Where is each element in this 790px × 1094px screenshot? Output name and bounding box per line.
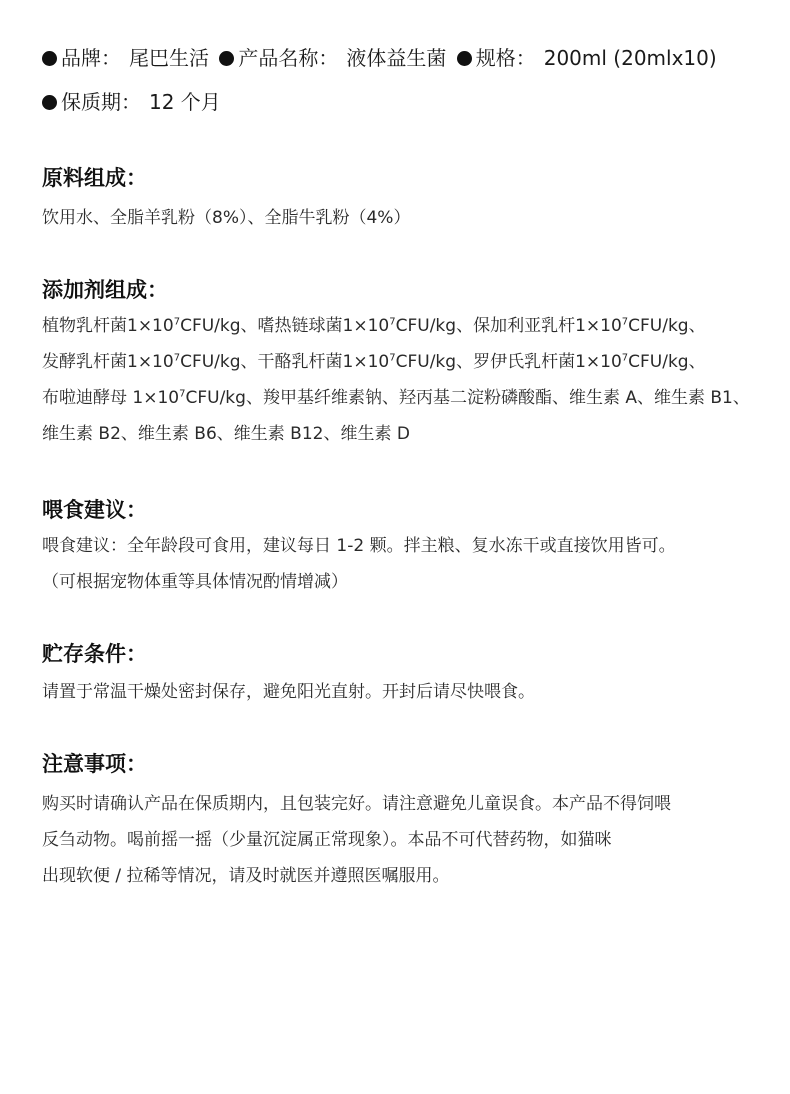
additives-line <box>42 380 762 416</box>
exponent: 7 <box>621 316 629 328</box>
feeding-title: 喂食建议： <box>42 498 147 522</box>
exponent: 7 <box>173 316 181 328</box>
additives-text: 植物乳杆菌1×10 <box>42 316 174 336</box>
additives-text: 发酵乳杆菌1×10 <box>42 352 174 372</box>
notes-text: 反刍动物。喝前摇一摇（少量沉淀属正常现象）。本品不可代替药物，如猫咪 <box>42 830 612 850</box>
additives-title: 添加剂组成： <box>42 278 168 302</box>
additives-text: CFU/kg、羧甲基纤维素钠、羟丙基二淀粉磷酸酯、维生素 A、维生素 B1、 <box>185 388 750 408</box>
additives-text: CFU/kg、 <box>628 352 706 372</box>
bullet-icon <box>42 51 57 66</box>
additives-text: CFU/kg、干酪乳杆菌1×10 <box>180 352 390 372</box>
materials-section <box>42 164 762 236</box>
feeding-text: 喂食建议：全年龄段可食用，建议每日 1-2 颗。拌主粮、复水冻干或直接饮用皆可。 <box>42 536 676 556</box>
product-name-label: 产品名称： <box>238 46 339 70</box>
exponent: 7 <box>389 316 396 328</box>
additives-text: CFU/kg、 <box>628 316 706 336</box>
brand-value: 尾巴生活 <box>129 46 209 70</box>
additives-section <box>42 276 762 452</box>
bullet-icon <box>457 51 472 66</box>
brand-label: 品牌： <box>61 46 121 70</box>
additives-line: 维生素 B2、维生素 B6、维生素 B12、维生素 D <box>42 424 410 444</box>
additives-text: 布啦迪酵母 1×10 <box>42 388 180 408</box>
additives-line <box>42 308 762 344</box>
notes-text: 购买时请确认产品在保质期内，且包装完好。请注意避免儿童误食。本产品不得饲喂 <box>42 794 671 814</box>
spec-shelf-life <box>42 90 225 114</box>
bullet-icon <box>42 95 57 110</box>
spec-brand <box>42 46 219 70</box>
storage-section <box>42 640 762 710</box>
notes-section <box>42 750 762 894</box>
spec-line-2 <box>42 88 762 116</box>
spec-product-name <box>219 46 456 70</box>
notes-title: 注意事项： <box>42 752 147 776</box>
spec-size <box>457 46 721 70</box>
product-info-page <box>42 44 762 894</box>
spec-line-1 <box>42 44 762 72</box>
storage-title: 贮存条件： <box>42 642 147 666</box>
size-value: 200ml (20mlx10) <box>543 46 717 70</box>
exponent: 7 <box>621 352 629 364</box>
shelf-life-label: 保质期： <box>61 90 141 114</box>
exponent: 7 <box>173 352 181 364</box>
storage-text: 请置于常温干燥处密封保存，避免阳光直射。开封后请尽快喂食。 <box>42 682 535 702</box>
additives-text: CFU/kg、保加利亚乳杆1×10 <box>395 316 622 336</box>
materials-text: 饮用水、全脂羊乳粉（8%）、全脂牛乳粉（4%） <box>42 208 411 228</box>
feeding-section <box>42 496 762 600</box>
bullet-icon <box>219 51 234 66</box>
feeding-text: （可根据宠物体重等具体情况酌情增减） <box>42 572 348 592</box>
notes-text: 出现软便 / 拉稀等情况，请及时就医并遵照医嘱服用。 <box>42 866 450 886</box>
additives-text: CFU/kg、罗伊氏乳杆菌1×10 <box>395 352 622 372</box>
additives-line <box>42 344 762 380</box>
shelf-life-value: 12 个月 <box>149 90 221 114</box>
materials-title: 原料组成： <box>42 166 147 190</box>
exponent: 7 <box>179 388 186 400</box>
exponent: 7 <box>389 352 396 364</box>
size-label: 规格： <box>475 46 536 70</box>
additives-text: CFU/kg、嗜热链球菌1×10 <box>180 316 390 336</box>
product-name-value: 液体益生菌 <box>346 46 447 70</box>
